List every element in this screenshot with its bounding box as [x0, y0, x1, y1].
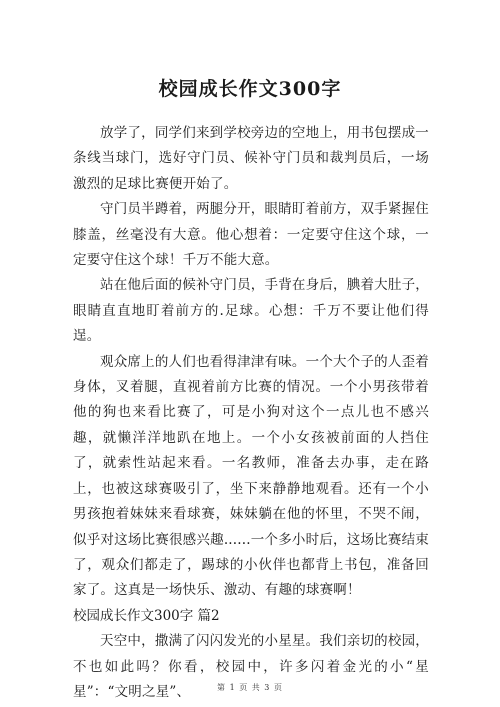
- paragraph-5: 天空中，撒满了闪闪发光的小星星。我们亲切的校园，不也如此吗？你看，校园中，许多闪着金光的小“星星”：“文明之星”、: [73, 633, 429, 700]
- document-body: [73, 121, 429, 705]
- section-heading: 校园成长作文300字 篇2: [73, 607, 220, 624]
- document-title: 校园成长作文300字: [158, 78, 342, 100]
- page-number-footer: 第 1 页 共 3 页: [217, 683, 283, 692]
- paragraph-4: 观众席上的人们也看得津津有味。一个大个子的人歪着身体，叉着腿，直视着前方比赛的情况。一个小男孩带着他的狗也来看比赛了，可是小狗对这个一点儿也不感兴趣，就懒洋洋地趴在地上。一个小女孩被前面的人挡住了，就索性站起来看。一名教师，准备去办事，走在路上，也被这球赛吸引了，坐下来静静地观看。还有一个小男孩抱着妹妹来看球赛，妹妹躺在他的怀里，不哭不闹，似乎对这场比赛很感兴趣......一个多小时后，这场比赛结束了，观众们都走了，踢球的小伙伴也都背上书包，准备回家了。这真是一场快乐、激动、有趣的球赛啊！: [73, 353, 429, 599]
- paragraph-2: 守门员半蹲着，两腿分开，眼睛盯着前方，双手紧握住膝盖，丝毫没有大意。他心想着：一定要守住这个球，一定要守住这个球！千万不能大意。: [73, 201, 429, 269]
- paragraph-1: 放学了，同学们来到学校旁边的空地上，用书包摆成一条线当球门，选好守门员、候补守门员和裁判员后，一场激烈的足球比赛便开始了。: [73, 125, 429, 192]
- paragraph-3: 站在他后面的候补守门员，手背在身后，腆着大肚子，眼睛直直地盯着前方的.足球。心想：千万不要让他们得逞。: [73, 277, 429, 345]
